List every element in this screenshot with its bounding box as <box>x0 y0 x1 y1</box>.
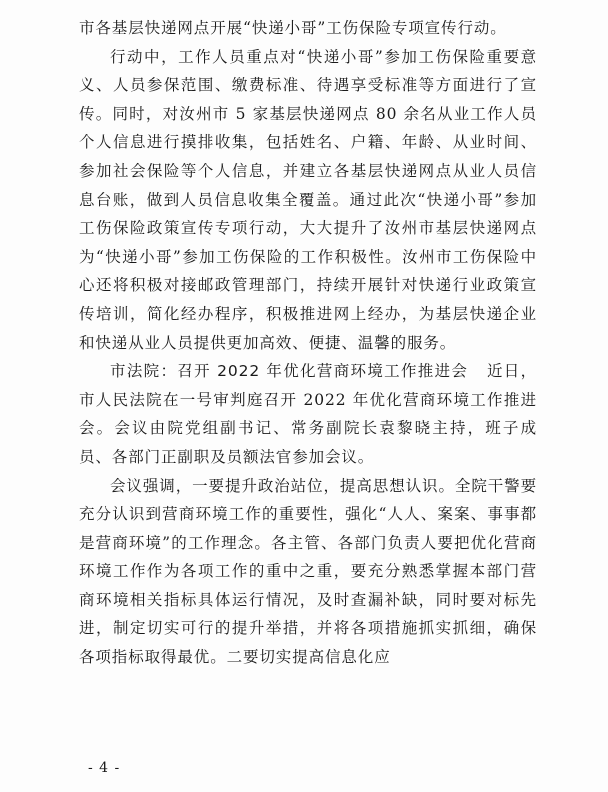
page-number: - 4 - <box>88 760 121 776</box>
paragraph-text: 行动中，工作人员重点对“快递小哥”参加工伤保险重要意义、人员参保范围、缴费标准、待遇享受标准等方面进行了宣传。同时，对汝州市 5 家基层快递网点 80 余名从业工作人员个人信息进行摸排收集，包括姓名、户籍、年龄、从业时间、参加社会保险等个人信息，并建立各基层快递网点从业人员信息台账，做到人员信息收集全覆盖。通过此次“快递小哥”参加工伤保险政策宣传专项行动，大大提升了汝州市基层快递网点为“快递小哥”参加工伤保险的工作积极性。汝州市工伤保险中心还将积极对接邮政管理部门，持续开展针对快递行业政策宣传培训，简化经办程序，积极推进网上经办，为基层快递企业和快递从业人员提供更加高效、便捷、温馨的服务。 <box>79 47 537 352</box>
paragraph-text: 市各基层快递网点开展“快递小哥”工伤保险专项宣传行动。 <box>79 19 507 37</box>
paragraph-text: 会议强调，一要提升政治站位，提高思想认识。全院干警要充分认识到营商环境工作的重要性，强化“人人、案案、事事都是营商环境”的工作理念。各主管、各部门负责人要把优化营商环境工作作为各项工作的重中之重，要充分熟悉掌握本部门营商环境相关指标具体运行情况，及时查漏补缺，同时要对标先进，制定切实可行的提升举措，并将各项措施抓实抓细，确保各项指标取得最优。二要切实提高信息化应 <box>79 476 537 667</box>
paragraph-2 <box>79 43 537 358</box>
section-heading: 市法院：召开 2022 年优化营商环境工作推进会 <box>110 362 469 381</box>
paragraph-3 <box>79 357 537 471</box>
paragraph-4 <box>79 472 537 672</box>
paragraph-text: 近日，市人民法院在一号审判庭召开 2022 年优化营商环境工作推进会。会议由院党组副书记、常务副院长袁黎晓主持，班子成员、各部门正副职及员额法官参加会议。 <box>79 362 538 466</box>
paragraph-1 <box>79 14 537 43</box>
document-body <box>79 14 537 672</box>
